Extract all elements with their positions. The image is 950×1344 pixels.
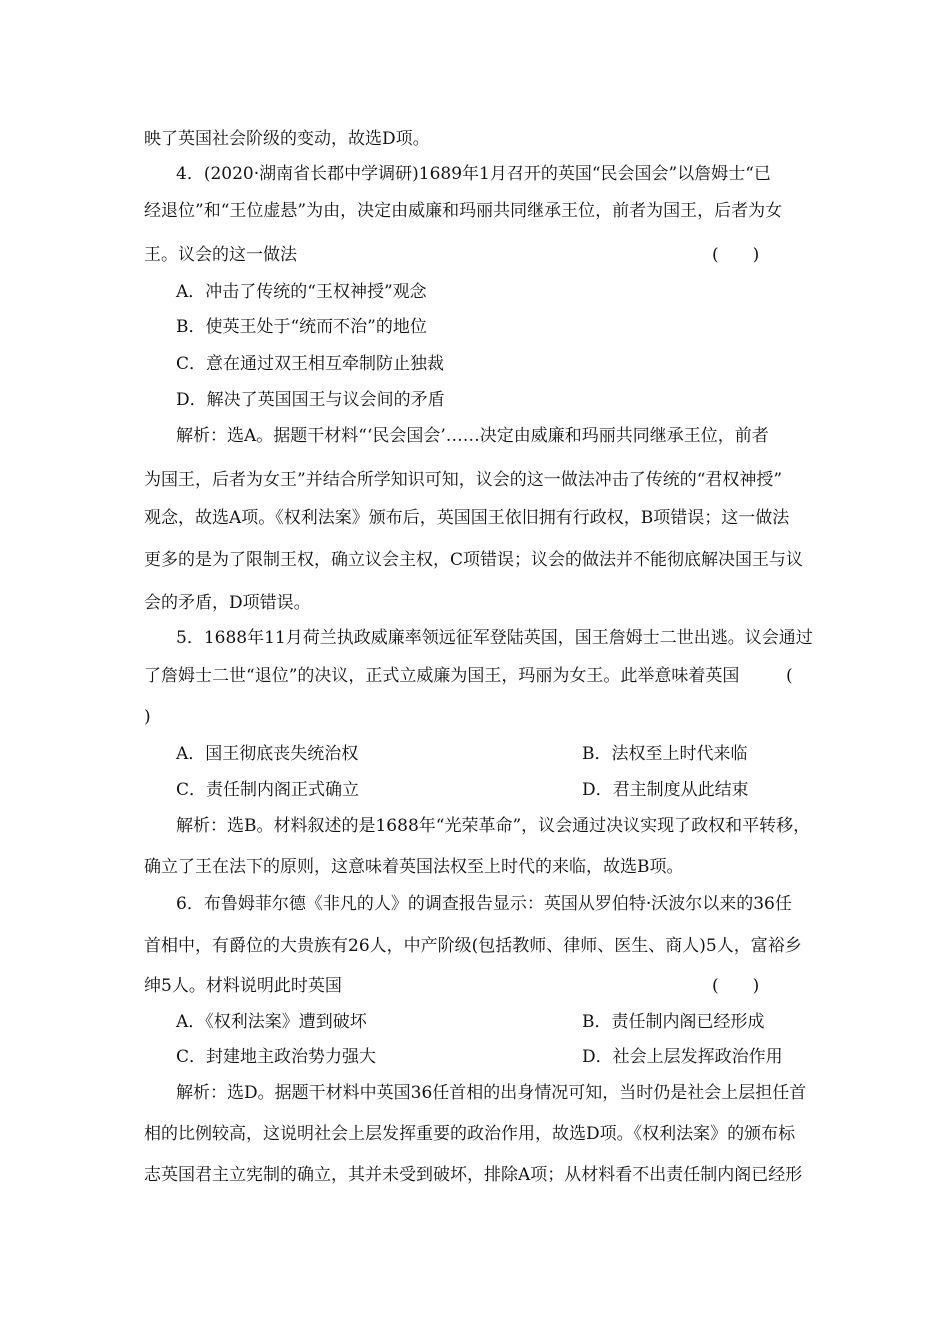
text-line: 经退位”和“王位虚悬”为由，决定由威廉和玛丽共同继承王位，前者为国王，后者为女 bbox=[144, 201, 783, 221]
text-line: 了詹姆士二世“退位”的决议，正式立威廉为国王，玛丽为女王。此举意味着英国 bbox=[144, 666, 740, 686]
text-line: 确立了王在法下的原则，这意味着英国法权至上时代的来临，故选B项。 bbox=[144, 857, 684, 877]
explanation-5: 解析：选B。材料叙述的是1688年“光荣革命”，议会通过决议实现了政权和平转移， bbox=[176, 816, 811, 836]
text-line: 更多的是为了限制王权，确立议会主权，C项错误；议会的做法并不能彻底解决国王与议 bbox=[144, 550, 804, 570]
question-4-stem: 4．(2020·湖南省长郡中学调研)1689年1月召开的英国“民会国会”以詹姆士“已 bbox=[176, 164, 771, 184]
text-line: 志英国君主立宪制的确立，其并未受到破坏，排除A项；从材料看不出责任制内阁已经形 bbox=[144, 1165, 803, 1185]
option-b: B．使英王处于“统而不治”的地位 bbox=[176, 317, 427, 337]
text-line: 为国王，后者为女王”并结合所学知识可知，议会的这一做法冲击了传统的“君权神授” bbox=[144, 470, 783, 490]
option-c: C．封建地主政治势力强大 bbox=[176, 1047, 377, 1067]
text-line: 观念，故选A项。《权利法案》颁布后，英国国王依旧拥有行政权，B项错误；这一做法 bbox=[144, 508, 790, 528]
option-c: C．责任制内阁正式确立 bbox=[176, 780, 360, 800]
text-line: 首相中，有爵位的大贵族有26人，中产阶级(包括教师、律师、医生、商人)5人，富裕乡 bbox=[144, 936, 802, 956]
text-line: 会的矛盾，D项错误。 bbox=[144, 593, 311, 613]
option-a: A．《权利法案》遭到破坏 bbox=[176, 1012, 367, 1032]
option-a: A．冲击了传统的“王权神授”观念 bbox=[176, 282, 427, 302]
answer-bracket-open: ( bbox=[786, 666, 793, 686]
option-d: D．君主制度从此结束 bbox=[582, 780, 749, 800]
text-line: 映了英国社会阶级的变动，故选D项。 bbox=[144, 129, 430, 149]
question-5-stem: 5．1688年11月荷兰执政威廉率领远征军登陆英国，国王詹姆士二世出逃。议会通过 bbox=[176, 628, 813, 648]
answer-bracket: ( ) bbox=[712, 245, 760, 265]
answer-bracket: ( ) bbox=[712, 976, 760, 996]
option-a: A．国王彻底丧失统治权 bbox=[176, 744, 359, 764]
answer-bracket-close: ) bbox=[144, 707, 151, 727]
option-d: D．解决了英国国王与议会间的矛盾 bbox=[176, 390, 445, 410]
option-d: D．社会上层发挥政治作用 bbox=[582, 1047, 783, 1067]
text-line: 王。议会的这一做法 bbox=[144, 245, 297, 265]
explanation-6: 解析：选D。据题干材料中英国36任首相的出身情况可知，当时仍是社会上层担任首 bbox=[176, 1083, 807, 1103]
explanation-4: 解析：选A。据题干材料“‘民会国会’……决定由威廉和玛丽共同继承王位，前者 bbox=[176, 426, 769, 446]
option-b: B．法权至上时代来临 bbox=[582, 744, 748, 764]
question-6-stem: 6．布鲁姆菲尔德《非凡的人》的调查报告显示：英国从罗伯特·沃波尔以来的36任 bbox=[176, 894, 792, 914]
option-b: B．责任制内阁已经形成 bbox=[582, 1012, 765, 1032]
option-c: C．意在通过双王相互牵制防止独裁 bbox=[176, 354, 445, 374]
text-line: 绅5人。材料说明此时英国 bbox=[144, 976, 342, 996]
text-line: 相的比例较高，这说明社会上层发挥重要的政治作用，故选D项。《权利法案》的颁布标 bbox=[144, 1124, 796, 1144]
